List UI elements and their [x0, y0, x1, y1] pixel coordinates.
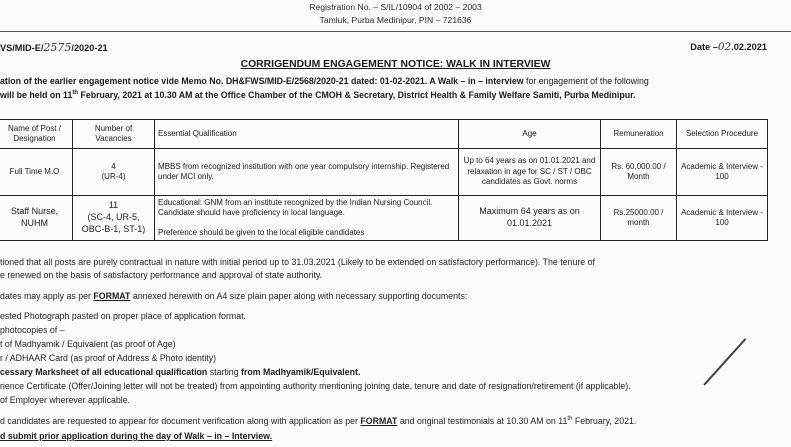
cell-post: Staff Nurse, NUHM [0, 196, 73, 241]
memo-number [0, 41, 108, 54]
header-vacancies: Number of Vacancies [73, 120, 155, 149]
note-3-text-a: d candidates are requested to appear for document verification along with application as per [0, 416, 361, 426]
format-link-2[interactable]: FORMAT [360, 416, 398, 426]
memo-suffix: /2020-21 [71, 43, 108, 53]
date-label: Date – [690, 42, 718, 52]
cell-age: Maximum 64 years as on 01.01.2021 [459, 196, 601, 241]
cell-remuneration: Rs. 60,000.00 / Month [601, 149, 677, 196]
vacancy-detail: (UR-4) [101, 172, 126, 181]
doc-item-experience: rience Certificate (Offer/Joining letter will not be treated) from appointing authority mentioning joining date, tenure and date of resignation/retirement (if applicable). [0, 381, 631, 391]
pen-mark [703, 338, 746, 385]
note-3-text-c: February, 2021. [572, 416, 637, 426]
intro-line-2-sup: th [72, 90, 79, 97]
date-rest: .02.2021 [731, 42, 767, 52]
doc-item-employer: of Employer wherever applicable. [0, 395, 131, 405]
note-1-line-2: e renewed on the basis of satisfactory performance and approval of state authority. [0, 270, 323, 280]
cell-vacancies [73, 149, 155, 196]
format-link[interactable]: FORMAT [93, 291, 131, 301]
note-2-text-a: dates may apply as per [0, 291, 94, 301]
header-qualification: Essential Qualification [155, 120, 459, 149]
vacancy-detail: (SC-4, UR-5, OBC-B-1, ST-1) [81, 212, 146, 234]
table-row [0, 196, 768, 241]
header-post: Name of Post / Designation [0, 120, 73, 149]
doc-item-photo: ested Photograph pasted on proper place of application format. [0, 311, 246, 321]
intro-line-2 [0, 90, 636, 100]
intro-line-1-rest: for engagement of the following [523, 76, 649, 86]
date-handwritten-day: 02 [717, 41, 732, 53]
note-3 [0, 416, 636, 426]
cell-selection: Academic & Interview - 100 [677, 196, 768, 241]
doc-item-adhaar: r / ADHAAR Card (as proof of Address & Photo identity) [0, 353, 217, 363]
note-2-text-b: annexed herewith on A4 size plain paper along with necessary supporting documents: [130, 291, 468, 301]
doc-item-marksheet [0, 367, 360, 377]
marksheet-text-c: from Madhyamik/Equivalent. [241, 367, 361, 377]
vacancy-count: 4 [111, 161, 116, 171]
intro-line-1 [0, 76, 649, 86]
note-4: d submit prior application during the day of Walk – in – Interview. [0, 431, 273, 441]
vacancy-count: 11 [108, 200, 119, 211]
notice-title: CORRIGENDUM ENGAGEMENT NOTICE: WALK IN INTERVIEW [240, 59, 551, 70]
table-header-row [0, 120, 768, 149]
qualification-note: Preference should be given to the local eligible candidates [158, 227, 365, 237]
header-remuneration: Remuneration [601, 120, 677, 149]
intro-line-2-b: February, 2021 at 10.30 AM at the Office Chamber of the CMOH & Secretary, District Health & Family Welfare Samiti, Purba Medinipur. [78, 90, 636, 100]
intro-line-2-a: will be held on 11 [0, 90, 73, 100]
cell-remuneration: Rs.25000.00 / month [601, 196, 677, 241]
note-3-text-b: and original testimonials at 10.30 AM on 11 [397, 416, 568, 426]
cell-vacancies [73, 196, 155, 241]
cell-post: Full Time M.O [0, 149, 73, 196]
note-3-sup: th [567, 416, 573, 423]
note-2 [0, 291, 467, 301]
notice-date [690, 41, 767, 53]
vacancy-table [0, 119, 768, 241]
marksheet-text-a: cessary Marksheet of all educational qualification [0, 367, 208, 377]
cell-selection: Academic & Interview - 100 [677, 149, 768, 196]
office-address: Tamluk, Purba Medinipur, PIN – 721636 [319, 15, 472, 25]
table-row [0, 149, 768, 196]
header-selection: Selection Procedure [677, 120, 768, 149]
intro-line-1-bold: ation of the earlier engagement notice vide Memo No. DH&FWS/MID-E/2568/2020-21 dated: 01-02-2021. A Walk – in – interview [0, 76, 524, 86]
qualification-text: Educational: GNM from an institute recognized by the Indian Nursing Council. Candidate should have proficiency in local language. [158, 197, 433, 218]
registration-number: Registration No. – S/IL/10904 of 2002 – 2003 [309, 2, 482, 12]
doc-item-madhyamik: t of Madhyamik / Equivalent (as proof of Age) [0, 339, 176, 349]
doc-item-photocopies: photocopies of – [0, 325, 65, 335]
note-1-line-1: tioned that all posts are purely contractual in nature with initial period up to 31.03.2021 (Likely to be extended on satisfactory performance). The tenure of [0, 257, 595, 267]
marksheet-text-b: starting [207, 367, 242, 377]
header-age: Age [459, 120, 601, 149]
header-divider [0, 31, 791, 32]
memo-handwritten-number: 2575 [43, 41, 72, 54]
cell-qualification: MBBS from recognized institution with one year compulsory internship. Registered under MCI only. [155, 149, 459, 196]
cell-age: Up to 64 years as on 01.01.2021 and relaxation in age for SC / ST / OBC candidates as Govt. norms [459, 149, 601, 196]
cell-qualification [155, 196, 459, 241]
memo-prefix: VS/MID-E/ [0, 43, 44, 53]
